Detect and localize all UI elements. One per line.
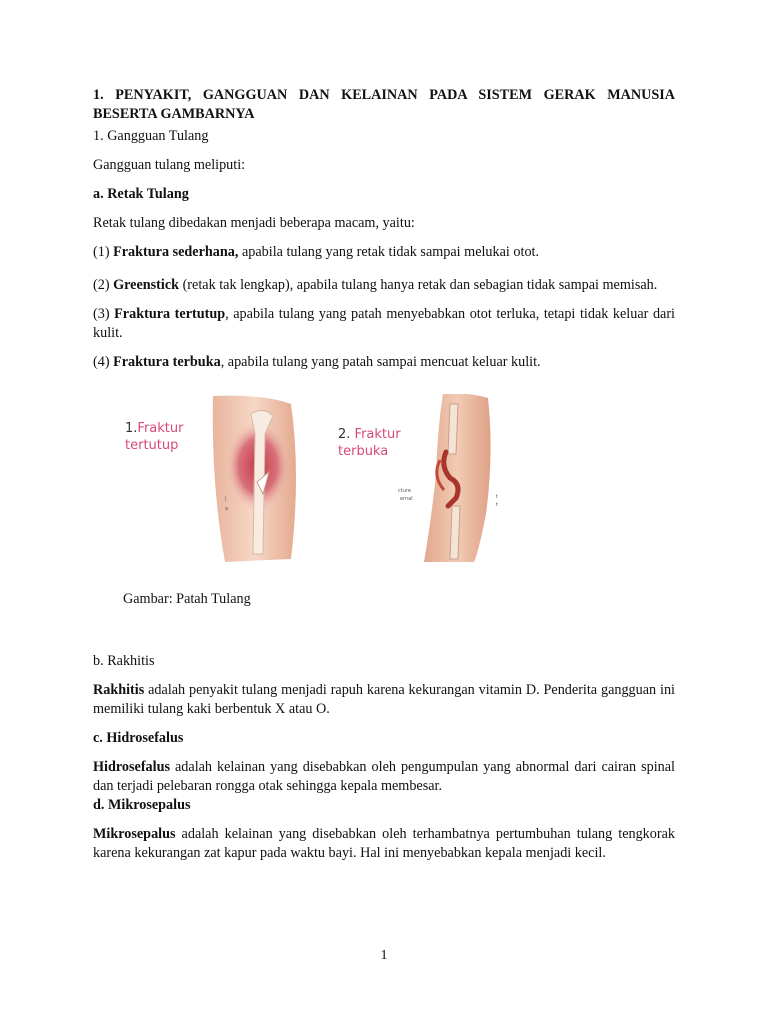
paragraph-term: Hidrosefalus bbox=[93, 759, 170, 775]
svg-text:t: t bbox=[496, 502, 498, 508]
section-intro: Gangguan tulang meliputi: bbox=[93, 157, 246, 173]
item-term: Fraktura sederhana, bbox=[113, 244, 239, 260]
item-term: Fraktura terbuka bbox=[113, 354, 221, 370]
open-fracture-image bbox=[328, 394, 528, 564]
svg-text:a: a bbox=[225, 506, 229, 512]
label-word: Fraktur bbox=[354, 427, 401, 442]
fracture-item-2 bbox=[93, 276, 675, 295]
item-description: (retak tak lengkap), apabila tulang hanya retak dan sebagian tidak sampai memisah. bbox=[179, 277, 658, 293]
item-term: Greenstick bbox=[113, 277, 180, 293]
label-word: terbuka bbox=[338, 444, 389, 459]
item-number: (3) bbox=[93, 306, 115, 322]
document-title: 1. PENYAKIT, GANGGUAN DAN KELAINAN PADA SISTEM GERAK MANUSIA BESERTA GAMBARNYA bbox=[93, 87, 675, 122]
open-fracture-label bbox=[338, 426, 401, 460]
hidrosefalus-heading: c. Hidrosefalus bbox=[93, 730, 184, 746]
closed-fracture-image bbox=[113, 394, 323, 564]
svg-text:t: t bbox=[496, 494, 498, 500]
item-description: , apabila tulang yang patah sampai mencuat keluar kulit. bbox=[220, 354, 541, 370]
fracture-figure bbox=[93, 394, 675, 564]
svg-text:cture: cture bbox=[398, 488, 411, 494]
paragraph-term: Rakhitis bbox=[93, 682, 145, 698]
mikrosepalus-paragraph bbox=[93, 825, 675, 863]
paragraph-description: adalah kelainan yang disebabkan oleh terhambatnya pertumbuhan tulang tengkorak karena kekurangan zat kapur pada waktu bayi. Hal ini menyebabkan kepala menjadi kecil. bbox=[93, 826, 675, 861]
item-number: (1) bbox=[93, 244, 114, 260]
page-number: 1 bbox=[380, 948, 388, 963]
paragraph-description: adalah penyakit tulang menjadi rapuh karena kekurangan vitamin D. Penderita gangguan ini memiliki tulang kaki berbentuk X atau O. bbox=[93, 682, 675, 717]
item-description: apabila tulang yang retak tidak sampai melukai otot. bbox=[238, 244, 540, 260]
closed-fracture-label bbox=[125, 420, 183, 454]
mikrosepalus-heading: d. Mikrosepalus bbox=[93, 797, 191, 813]
retak-intro: Retak tulang dibedakan menjadi beberapa macam, yaitu: bbox=[93, 215, 415, 231]
fracture-item-4 bbox=[93, 353, 675, 372]
figure-caption: Gambar: Patah Tulang bbox=[123, 591, 251, 607]
svg-text:ernal: ernal bbox=[400, 496, 413, 502]
fracture-item-3 bbox=[93, 305, 675, 343]
fracture-item-1 bbox=[93, 243, 675, 262]
retak-heading: a. Retak Tulang bbox=[93, 186, 189, 202]
rakhitis-heading: b. Rakhitis bbox=[93, 653, 155, 669]
item-term: Fraktura tertutup bbox=[114, 306, 226, 322]
item-number: (4) bbox=[93, 354, 114, 370]
paragraph-term: Mikrosepalus bbox=[93, 826, 176, 842]
hidrosefalus-paragraph bbox=[93, 758, 675, 796]
open-fracture-illustration bbox=[328, 394, 528, 564]
item-number: (2) bbox=[93, 277, 114, 293]
rakhitis-paragraph bbox=[93, 681, 675, 719]
label-word: Fraktur bbox=[137, 421, 184, 436]
svg-text:|: | bbox=[225, 496, 227, 502]
label-number: 2. bbox=[338, 427, 355, 442]
label-number: 1. bbox=[125, 421, 138, 436]
item-description: , apabila tulang yang patah menyebabkan otot terluka, tetapi tidak keluar dari kulit. bbox=[93, 306, 676, 341]
paragraph-description: adalah kelainan yang disebabkan oleh pengumpulan yang abnormal dari cairan spinal dan terjadi pelebaran rongga otak sehingga kepala membesar. bbox=[93, 759, 675, 794]
section-title: 1. Gangguan Tulang bbox=[93, 128, 209, 144]
page-content bbox=[93, 86, 675, 863]
label-word: tertutup bbox=[125, 438, 179, 453]
